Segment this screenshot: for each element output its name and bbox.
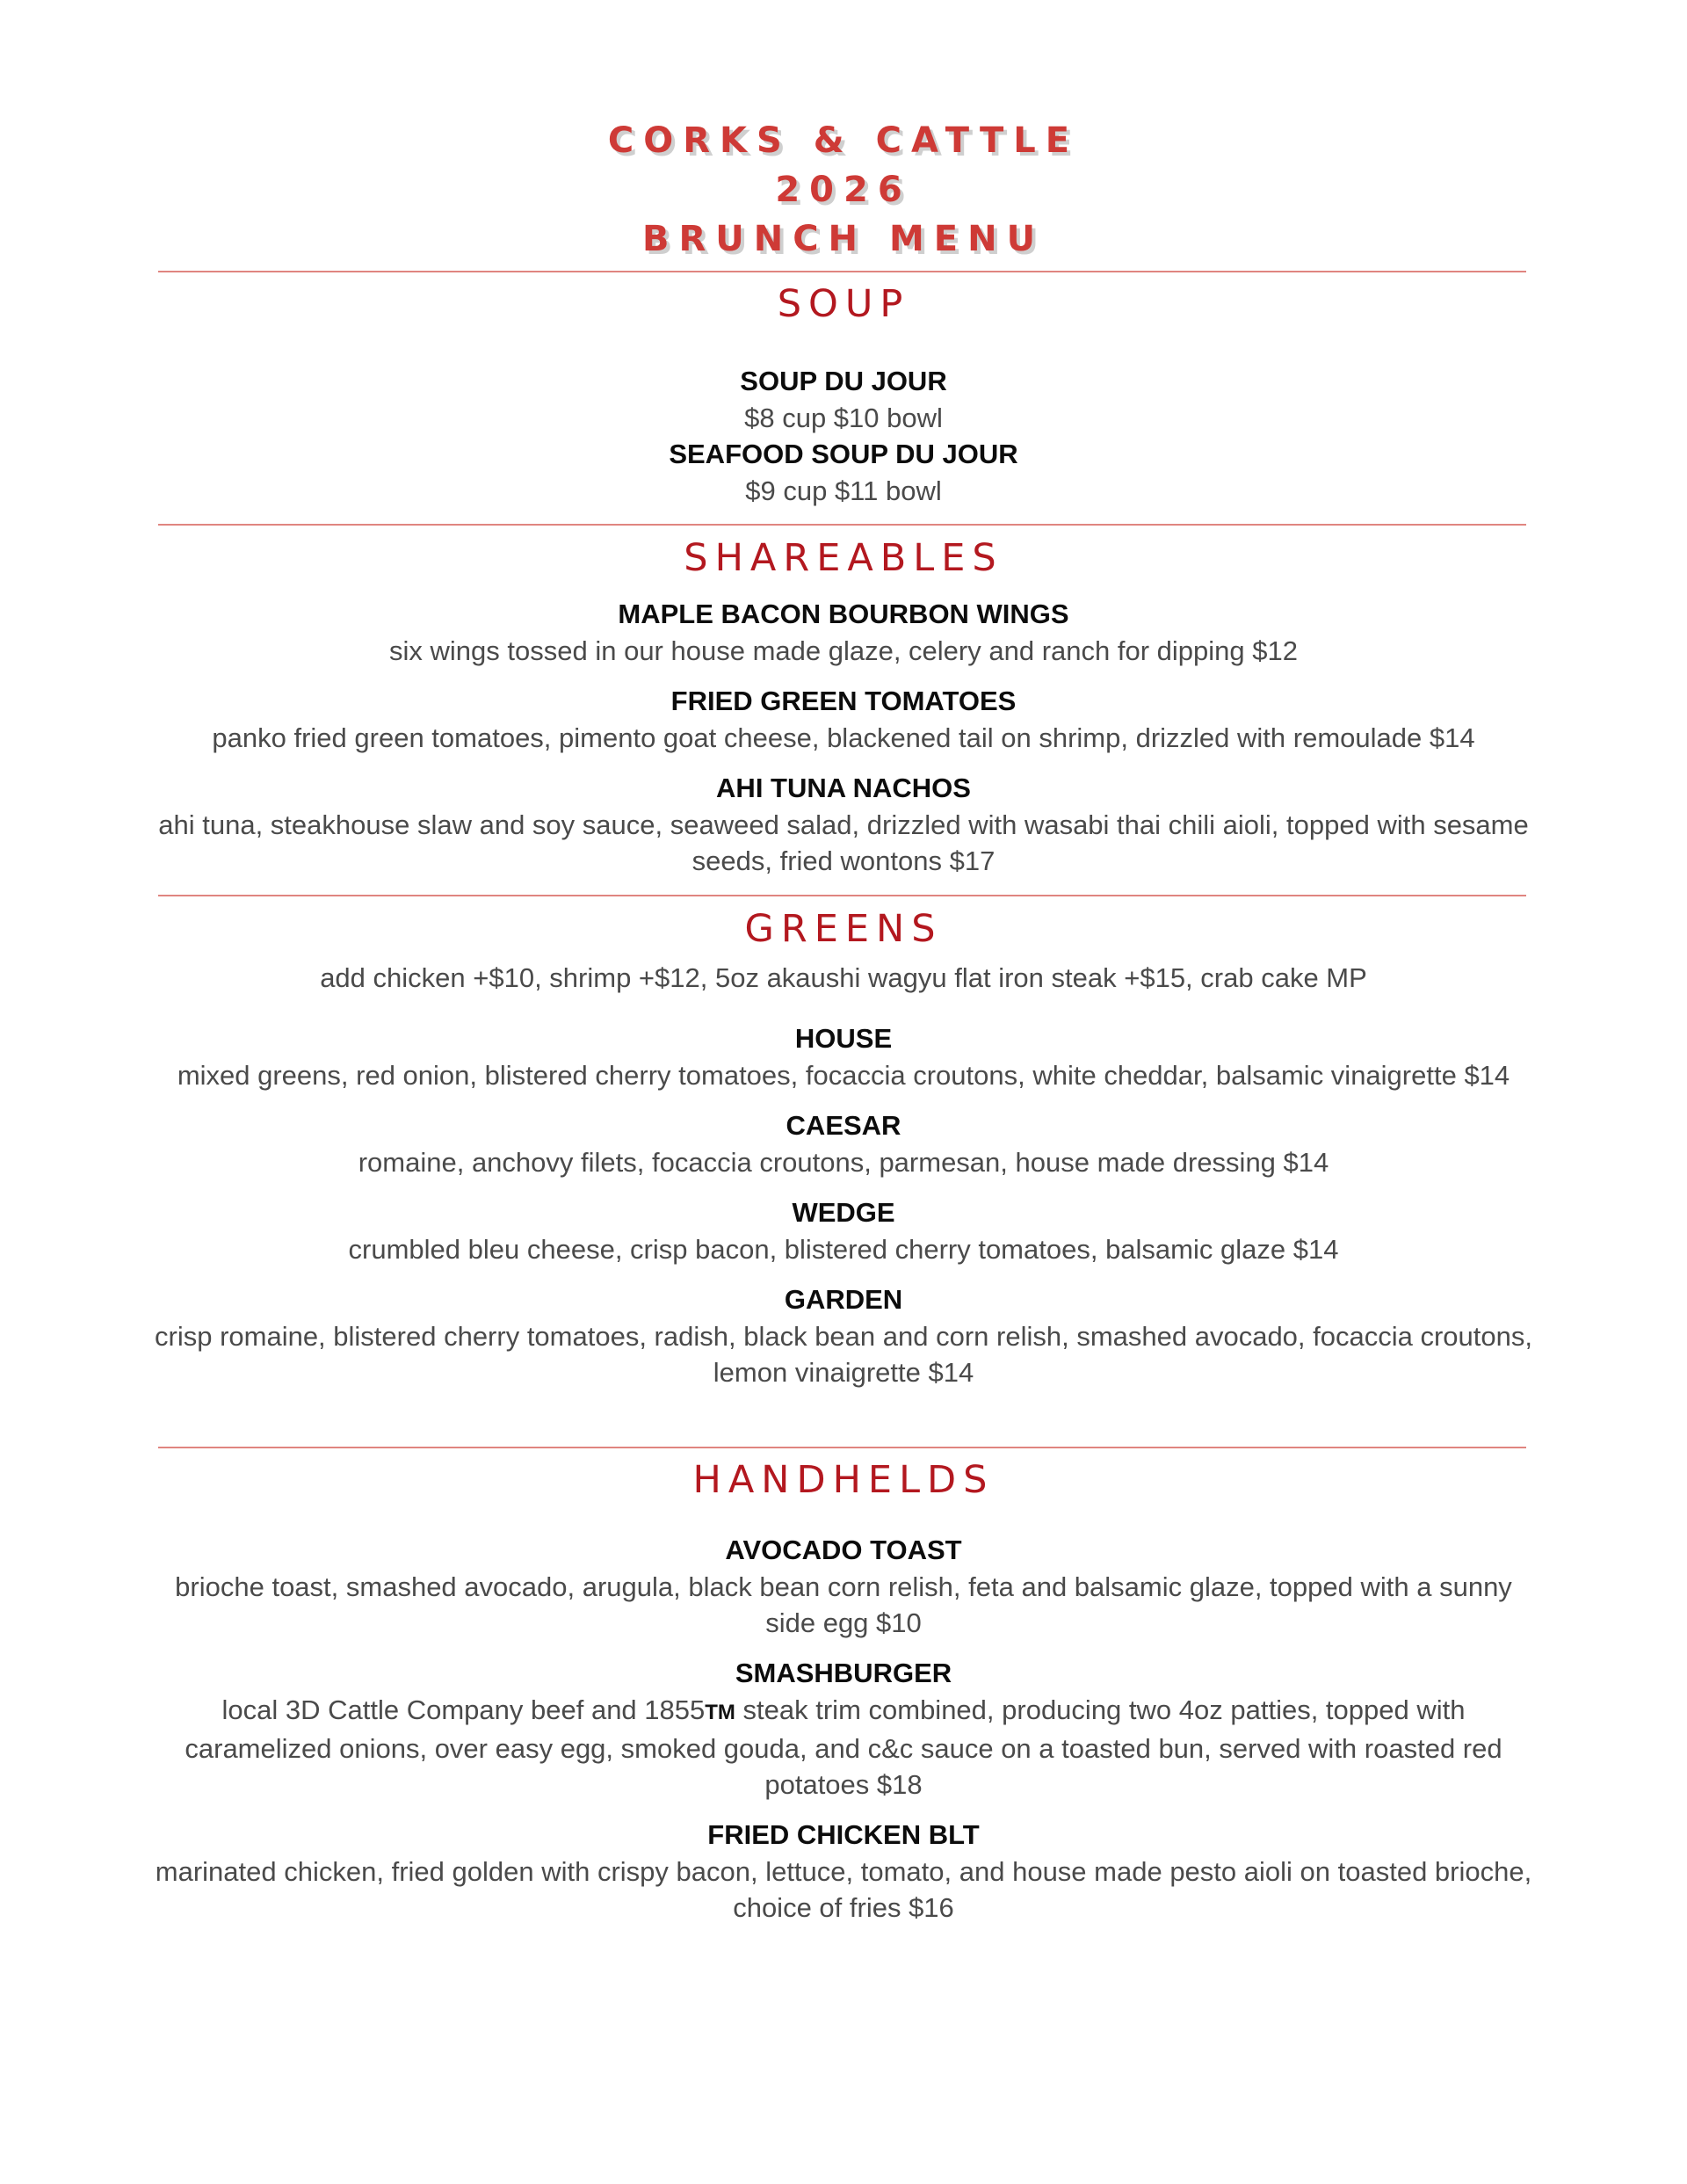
item-name: AVOCADO TOAST xyxy=(725,1535,962,1565)
item-desc: crisp romaine, blistered cherry tomatoes, radish, black bean and corn relish, smashed avocado, focaccia croutons, lemon vinaigrette $14 xyxy=(155,1321,1532,1388)
greens-items xyxy=(149,1020,1538,1390)
item-name: AHI TUNA NACHOS xyxy=(716,773,971,803)
menu-year: 2026 xyxy=(775,170,912,210)
item-name: WEDGE xyxy=(792,1197,895,1228)
handhelds-items xyxy=(149,1532,1538,1926)
item-name: FRIED CHICKEN BLT xyxy=(707,1819,980,1850)
item-desc-part: steak trim combined, producing two 4oz patties, topped with caramelized onions, over easy egg, smoked gouda, and c&c sauce on a toasted bun, served with roasted red potatoes $18 xyxy=(185,1694,1502,1800)
section-title-shareables: SHAREABLES xyxy=(684,536,1003,580)
restaurant-name: CORKS & CATTLE xyxy=(607,120,1080,161)
item-desc: brioche toast, smashed avocado, arugula, black bean corn relish, feta and balsamic glaze, topped with a sunny side egg $10 xyxy=(175,1571,1512,1638)
item-desc: crumbled bleu cheese, crisp bacon, blistered cherry tomatoes, balsamic glaze $14 xyxy=(348,1234,1339,1265)
item-desc: marinated chicken, fried golden with crispy bacon, lettuce, tomato, and house made pesto aioli on toasted brioche, choice of fries $16 xyxy=(155,1856,1532,1923)
divider xyxy=(158,271,1526,272)
item-desc-part: local 3D Cattle Company beef and 1855 xyxy=(221,1694,706,1725)
item-name: GARDEN xyxy=(784,1284,903,1315)
soup-items xyxy=(149,363,1538,509)
section-title-greens: GREENS xyxy=(744,907,943,951)
greens-add-ons: add chicken +$10, shrimp +$12, 5oz akaushi wagyu flat iron steak +$15, crab cake MP xyxy=(320,962,1367,993)
trademark-mark: TM xyxy=(705,1701,735,1724)
item-desc: romaine, anchovy filets, focaccia croutons, parmesan, house made dressing $14 xyxy=(358,1147,1329,1178)
menu-title: BRUNCH MENU xyxy=(641,219,1046,259)
item-desc: $8 cup $10 bowl xyxy=(744,403,943,433)
item-name: MAPLE BACON BOURBON WINGS xyxy=(618,599,1069,629)
section-title-soup: SOUP xyxy=(777,282,910,326)
divider xyxy=(158,1447,1526,1448)
item-desc: $9 cup $11 bowl xyxy=(745,475,942,506)
item-desc: six wings tossed in our house made glaze, celery and ranch for dipping $12 xyxy=(389,635,1298,666)
item-desc: mixed greens, red onion, blistered cherry tomatoes, focaccia croutons, white cheddar, balsamic vinaigrette $14 xyxy=(177,1060,1510,1091)
divider xyxy=(158,895,1526,896)
item-desc xyxy=(149,1692,1538,1803)
item-name: HOUSE xyxy=(794,1023,893,1054)
item-name: SEAFOOD SOUP DU JOUR xyxy=(669,439,1018,469)
item-desc: ahi tuna, steakhouse slaw and soy sauce, seaweed salad, drizzled with wasabi thai chili aioli, topped with sesame seeds, fried wontons $17 xyxy=(158,809,1529,876)
section-title-handhelds: HANDHELDS xyxy=(692,1458,995,1502)
item-desc: panko fried green tomatoes, pimento goat cheese, blackened tail on shrimp, drizzled with remoulade $14 xyxy=(212,722,1475,753)
item-name: SMASHBURGER xyxy=(735,1658,952,1688)
shareables-items xyxy=(149,596,1538,879)
item-name: SOUP DU JOUR xyxy=(740,366,947,396)
menu-header xyxy=(0,116,1687,264)
item-name: CAESAR xyxy=(786,1110,901,1141)
item-name: FRIED GREEN TOMATOES xyxy=(670,686,1017,716)
divider xyxy=(158,524,1526,526)
